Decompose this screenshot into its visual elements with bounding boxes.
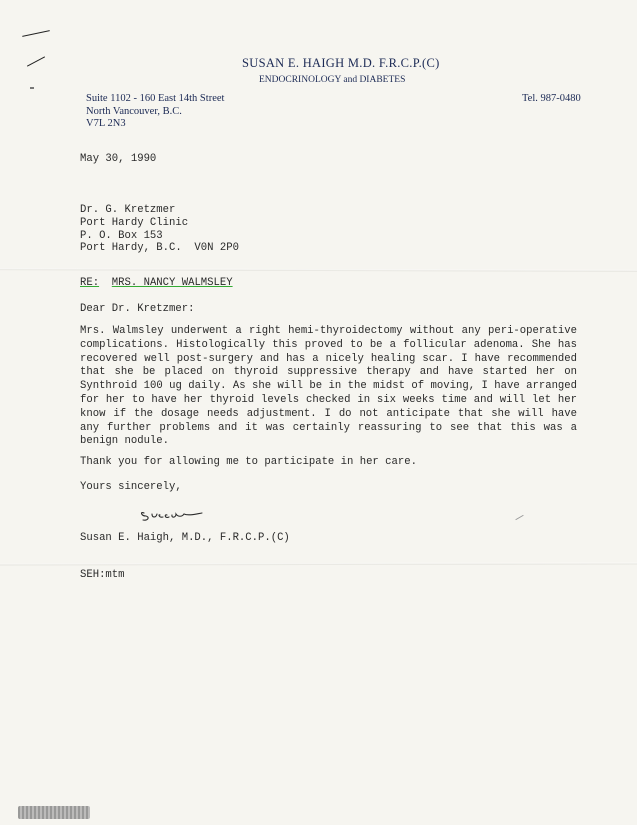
subject-line — [80, 277, 233, 289]
letterhead-name: SUSAN E. HAIGH M.D. F.R.C.P.(C) — [242, 56, 440, 70]
signer-name: Susan E. Haigh, M.D., F.R.C.P.(C) — [80, 532, 290, 544]
letter-date: May 30, 1990 — [80, 153, 157, 165]
pen-mark — [30, 87, 34, 89]
letterhead-specialty: ENDOCRINOLOGY and DIABETES — [259, 75, 406, 85]
subject-name: MRS. NANCY WALMSLEY — [111, 277, 233, 289]
body-paragraph: Mrs. Walmsley underwent a right hemi-thyroidectomy without any peri-operative complications. Histologically this proved to be a follicular adenoma. She has recovered well post-surgery and has a nicely healing scar. I have recommended that she be placed on thyroid suppressive therapy and have started her on Synthroid 100 ug daily. As she will be in the midst of moving, I have arranged for her to have her thyroid levels checked in six weeks time and will let her know if the dosage needs adjustment. I do not anticipate that she will have any further problems and it was certainly reassuring to see that this was a benign nodule. — [80, 325, 577, 448]
scan-smudge — [18, 806, 90, 819]
recipient-line: Port Hardy Clinic — [80, 216, 189, 229]
fold-line — [0, 563, 637, 566]
recipient-line: P. O. Box 153 — [80, 229, 163, 242]
letter-body — [80, 325, 577, 449]
letterhead-telephone: Tel. 987-0480 — [522, 93, 581, 104]
recipient-line: Port Hardy, B.C. V0N 2P0 — [80, 242, 239, 255]
address-line: V7L 2N3 — [86, 118, 126, 129]
subject-prefix: RE: — [80, 277, 100, 289]
fold-line — [0, 268, 637, 272]
recipient-line: Dr. G. Kretzmer — [80, 204, 176, 216]
address-line: North Vancouver, B.C. — [86, 105, 182, 117]
typist-initials: SEH:mtm — [80, 569, 125, 581]
pen-mark — [22, 30, 50, 37]
pen-mark — [515, 515, 523, 520]
recipient-block — [80, 204, 239, 255]
thanks-line: Thank you for allowing me to participate in her care. — [80, 456, 417, 468]
salutation: Dear Dr. Kretzmer: — [80, 303, 195, 315]
handwritten-signature — [138, 505, 208, 525]
closing: Yours sincerely, — [80, 481, 182, 493]
address-line: Suite 1102 - 160 East 14th Street — [86, 93, 225, 104]
letterhead-address — [86, 93, 224, 131]
pen-mark — [27, 56, 45, 66]
